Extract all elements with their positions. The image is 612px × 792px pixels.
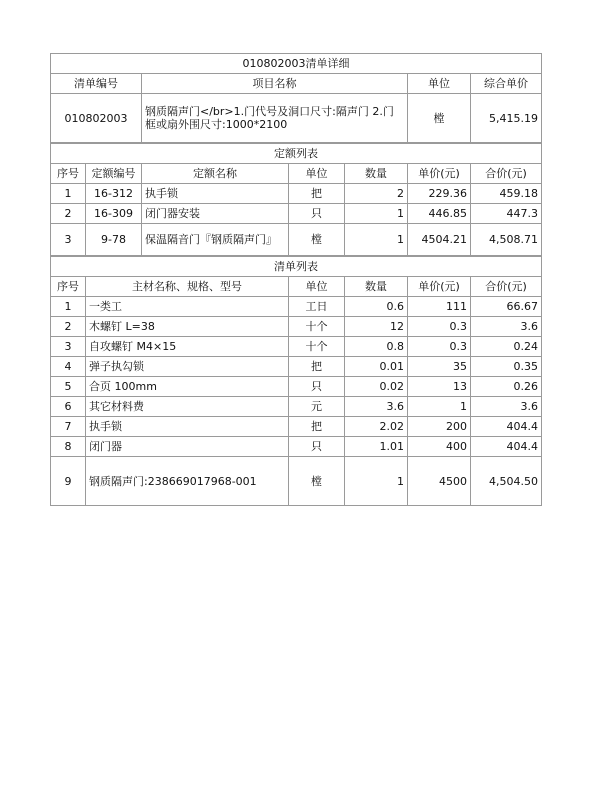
bill-item-code: 010802003 (51, 94, 142, 143)
bill-title: 010802003清单详细 (51, 54, 542, 74)
quota-title-row (51, 144, 542, 164)
quota-col-unit: 单位 (289, 164, 345, 184)
col-unit: 单位 (408, 74, 471, 94)
mat-col-unit: 单位 (289, 277, 345, 297)
bill-item-price: 5,415.19 (471, 94, 542, 143)
quota-col-name: 定额名称 (142, 164, 289, 184)
quota-col-code: 定额编号 (86, 164, 142, 184)
materials-title-row (51, 257, 542, 277)
mat-col-total: 合价(元) (471, 277, 542, 297)
table-row: 8 闭门器 只 1.01 400 404.4 (51, 437, 542, 457)
bill-title-row (51, 54, 542, 74)
bill-header-cols-row (51, 74, 542, 94)
table-row: 3 9-78 保温隔音门『钢质隔声门』 樘 1 4504.21 4,508.71 (51, 224, 542, 256)
mat-col-qty: 数量 (345, 277, 408, 297)
quota-col-total: 合价(元) (471, 164, 542, 184)
quota-col-price: 单价(元) (408, 164, 471, 184)
quota-title: 定额列表 (51, 144, 542, 164)
quota-cols-row (51, 164, 542, 184)
table-row: 4 弹子执勾锁 把 0.01 35 0.35 (51, 357, 542, 377)
bill-item-unit: 樘 (408, 94, 471, 143)
materials-title: 清单列表 (51, 257, 542, 277)
col-item-name: 项目名称 (142, 74, 408, 94)
table-row: 2 木螺钉 L=38 十个 12 0.3 3.6 (51, 317, 542, 337)
mat-col-name: 主材名称、规格、型号 (86, 277, 289, 297)
col-bill-code: 清单编号 (51, 74, 142, 94)
bill-header-table (50, 53, 542, 143)
table-row: 5 合页 100mm 只 0.02 13 0.26 (51, 377, 542, 397)
mat-col-seq: 序号 (51, 277, 86, 297)
quota-col-seq: 序号 (51, 164, 86, 184)
table-row: 7 执手锁 把 2.02 200 404.4 (51, 417, 542, 437)
table-row: 2 16-309 闭门器安装 只 1 446.85 447.3 (51, 204, 542, 224)
materials-cols-row (51, 277, 542, 297)
mat-col-price: 单价(元) (408, 277, 471, 297)
table-row: 3 自攻螺钉 M4×15 十个 0.8 0.3 0.24 (51, 337, 542, 357)
table-row: 1 16-312 执手锁 把 2 229.36 459.18 (51, 184, 542, 204)
table-row: 1 一类工 工日 0.6 111 66.67 (51, 297, 542, 317)
bill-item-name: 钢质隔声门</br>1.门代号及洞口尺寸:隔声门 2.门框或扇外围尺寸:1000*2100 (142, 94, 408, 143)
table-row: 9 钢质隔声门:238669017968-001 樘 1 4500 4,504.50 (51, 457, 542, 506)
col-unit-price: 综合单价 (471, 74, 542, 94)
quota-table (50, 143, 542, 256)
bill-item-row (51, 94, 542, 143)
quota-col-qty: 数量 (345, 164, 408, 184)
materials-table (50, 256, 542, 506)
table-row: 6 其它材料费 元 3.6 1 3.6 (51, 397, 542, 417)
